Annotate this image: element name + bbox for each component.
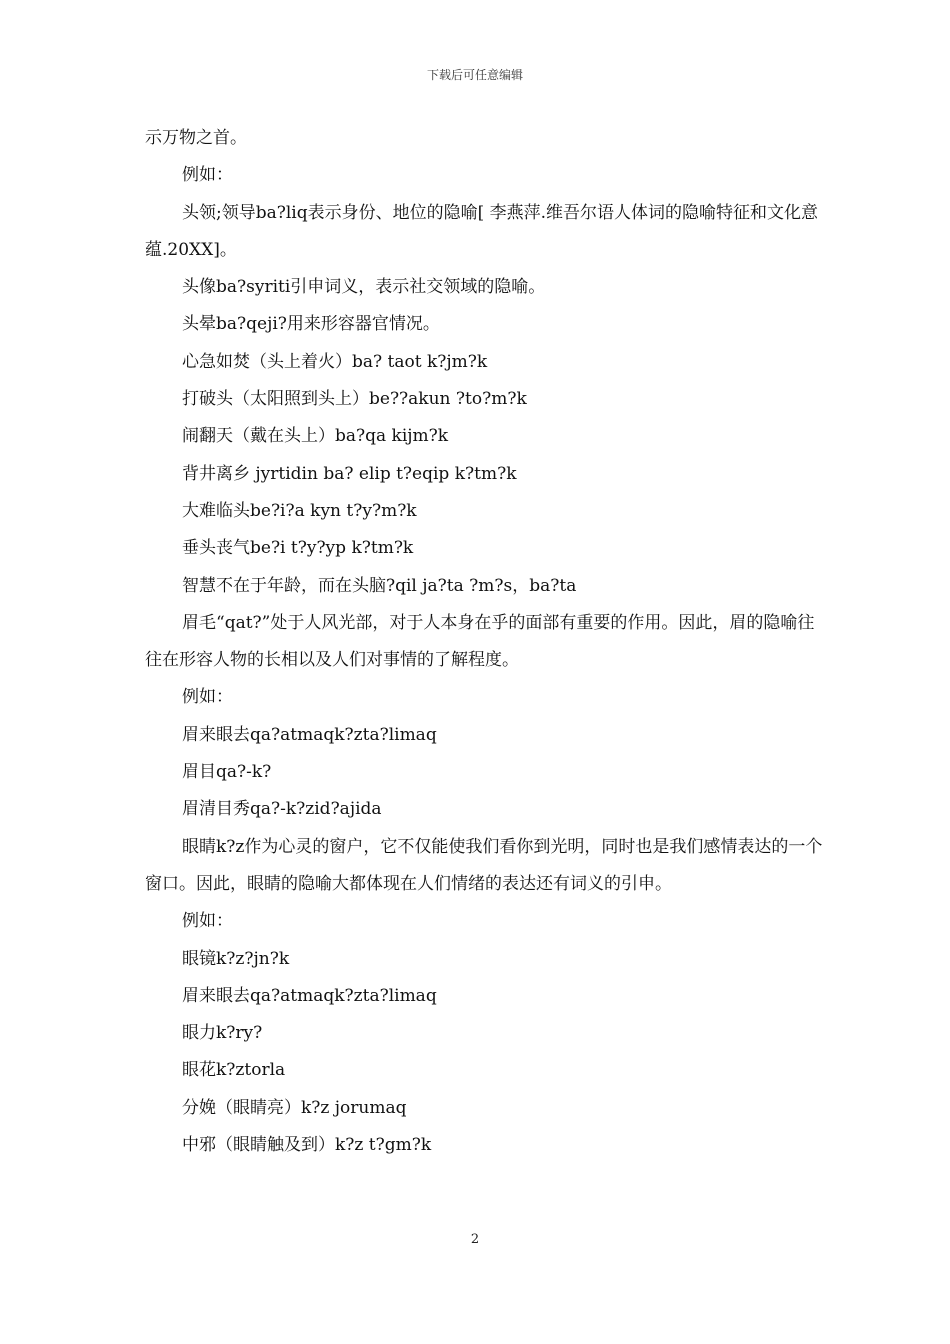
paragraph: 眼镜k?z?jn?k bbox=[182, 948, 290, 969]
paragraph: 眼睛k?z作为心灵的窗户，它不仅能使我们看你到光明，同时也是我们感情表达的一个窗口。因此，眼睛的隐喻大都体现在人们情绪的表达还有词义的引申。 bbox=[145, 836, 823, 894]
paragraph: 示万物之首。 bbox=[145, 128, 247, 148]
paragraph: 心急如焚（头上着火）ba? taot k?jm?k bbox=[182, 351, 488, 372]
paragraph: 打破头（太阳照到头上）be??akun ?to?m?k bbox=[182, 389, 527, 410]
paragraph: 眼花k?ztorla bbox=[182, 1060, 286, 1081]
paragraph: 智慧不在于年龄，而在头脑?qil ja?ta ?m?s，ba?ta bbox=[182, 575, 577, 596]
paragraph: 头领;领导ba?liq表示身份、地位的隐喻[ 李燕萍.维吾尔语人体词的隐喻特征和文化意蕴.20XX]。 bbox=[145, 202, 819, 260]
paragraph: 分娩（眼睛亮）k?z jorumaq bbox=[182, 1097, 407, 1118]
paragraph: 闹翻天（戴在头上）ba?qa kijm?k bbox=[182, 426, 449, 447]
paragraph: 眼力k?ry? bbox=[182, 1023, 263, 1044]
paragraph: 眉毛“qat?”处于人风光部，对于人本身在乎的面部有重要的作用。因此，眉的隐喻往往在形容人物的长相以及人们对事情的了解程度。 bbox=[145, 612, 815, 671]
paragraph: 中邪（眼睛触及到）k?z t?gm?k bbox=[182, 1135, 432, 1156]
paragraph: 大难临头be?i?a kyn t?y?m?k bbox=[182, 500, 417, 521]
paragraph: 眉清目秀qa?-k?zid?ajida bbox=[182, 799, 382, 820]
paragraph: 垂头丧气be?i t?y?yp k?tm?k bbox=[182, 538, 414, 559]
paragraph: 头像ba?syriti引申词义，表示社交领域的隐喻。 bbox=[182, 277, 546, 298]
paragraph: 例如： bbox=[182, 165, 233, 186]
paragraph: 背井离乡 jyrtidin ba? elip t?eqip k?tm?k bbox=[182, 463, 517, 484]
page-header: 下载后可任意编辑 bbox=[426, 68, 523, 82]
paragraph: 眉目qa?-k? bbox=[182, 762, 272, 783]
paragraph: 头晕ba?qeji?用来形容器官情况。 bbox=[182, 314, 440, 335]
page-number: 2 bbox=[470, 1232, 480, 1247]
paragraph: 眉来眼去qa?atmaqk?zta?limaq bbox=[182, 724, 437, 745]
paragraph: 例如： bbox=[182, 687, 233, 708]
paragraph: 例如： bbox=[182, 911, 233, 932]
paragraph: 眉来眼去qa?atmaqk?zta?limaq bbox=[182, 985, 437, 1006]
document-body bbox=[145, 120, 825, 1164]
